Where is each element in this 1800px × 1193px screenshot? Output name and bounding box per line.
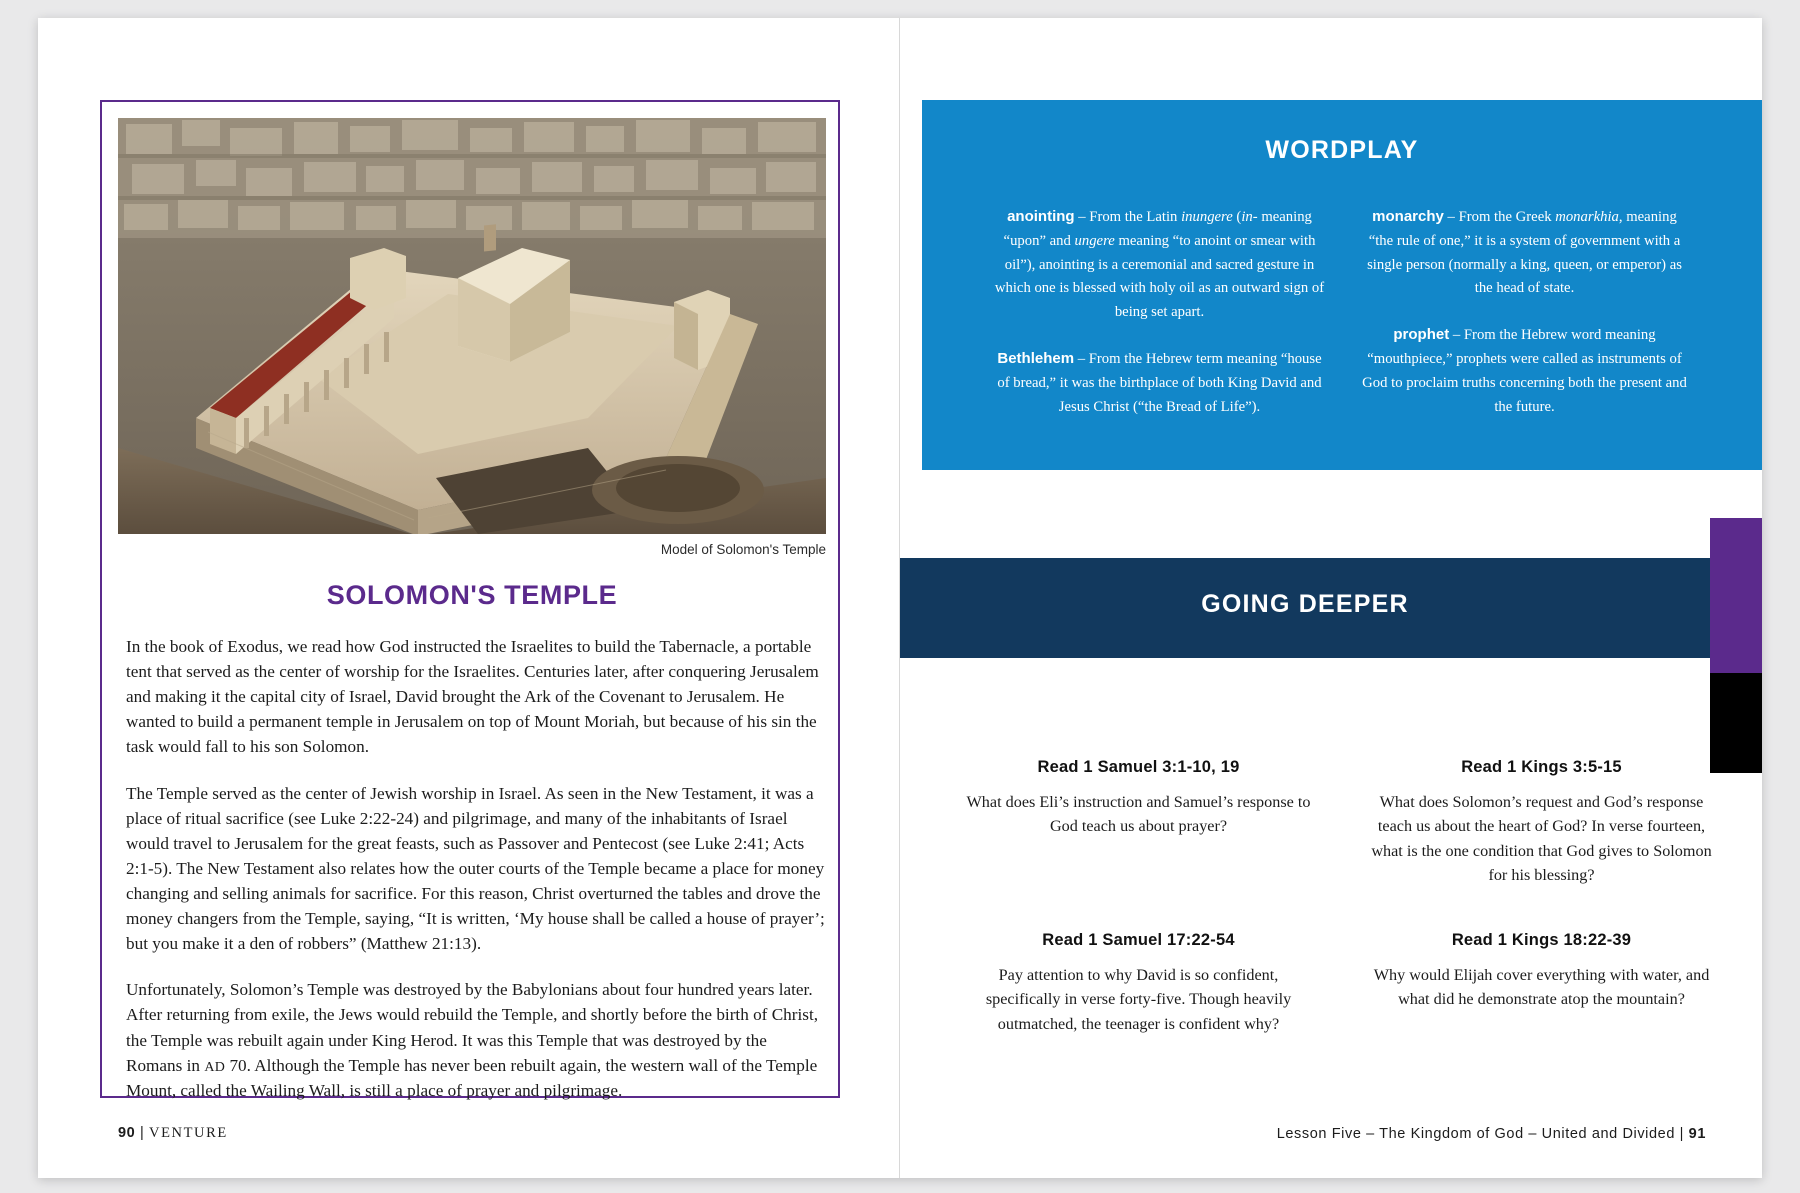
going-deeper-heading: GOING DEEPER xyxy=(1201,590,1409,618)
book-spread xyxy=(38,18,1762,1178)
article-body xyxy=(126,634,826,1124)
definition-post: , meaning “the rule of one,” it is a system of government with a single person (normally a king, queen, or emperor) as the head of state. xyxy=(1367,209,1682,297)
left-page xyxy=(38,18,900,1178)
question-body: What does Eli’s instruction and Samuel’s response to God teach us about prayer? xyxy=(966,793,1311,836)
definition-pre: From the Greek xyxy=(1458,209,1556,225)
paragraph-3-part2: 70. Although the Temple has never been rebuilt again, the western wall of the Temple Mount, called the Wailing Wall, is still a place of prayer and pilgrimage. xyxy=(126,1055,818,1101)
dash: – xyxy=(1449,327,1464,344)
solomons-temple-photo xyxy=(118,118,826,534)
question-heading: Read 1 Kings 3:5-15 xyxy=(1461,758,1622,776)
dash: – xyxy=(1443,209,1459,225)
wordplay-right-column xyxy=(1359,205,1690,442)
footer-left xyxy=(118,1125,228,1142)
dash: – xyxy=(1074,351,1089,368)
definition-post: meaning “to anoint or smear with oil”), anointing is a ceremonial and sacred gesture in which one is blessed with holy oil as an outward sign of being set apart. xyxy=(994,232,1325,321)
definition-mid2: meaning “upon” and xyxy=(1003,209,1312,249)
question-heading: Read 1 Samuel 3:1-10, 19 xyxy=(1037,758,1240,776)
question-heading: Read 1 Samuel 17:22-54 xyxy=(1042,931,1235,950)
latin-inungere: inungere xyxy=(1181,209,1233,225)
folio-separator: | xyxy=(1679,1126,1685,1142)
footer-right xyxy=(1277,1126,1706,1142)
paragraph-3 xyxy=(126,977,826,1103)
folio-page-number: 90 xyxy=(118,1125,136,1141)
definition-text: From the Hebrew term meaning “house of bread,” it was the birthplace of both King David and Jesus Christ (“the Bread of Life”). xyxy=(997,351,1322,415)
greek-monarkhia: monarkhia xyxy=(1555,209,1619,225)
wordplay-entry-monarchy xyxy=(1359,205,1690,301)
folio-lesson-title: Lesson Five – The Kingdom of God – United and Divided xyxy=(1276,1126,1675,1142)
definition-mid1: ( xyxy=(1232,209,1242,225)
question-body: Why would Elijah cover everything with water, and what did he demonstrate atop the mountain? xyxy=(1373,966,1710,1009)
question-item xyxy=(1363,758,1720,887)
ad-smallcaps: AD xyxy=(204,1059,226,1075)
wordplay-left-column xyxy=(994,205,1325,442)
wordplay-panel xyxy=(922,100,1762,470)
paragraph-3-part1: Unfortunately, Solomon’s Temple was destroyed by the Babylonians about four hundred years later. After returning from exile, the Jews would rebuild the Temple, and shortly before the birth of Christ, the Temple was rebuilt again under King Herod. It was this Temple that was destroyed by the Romans in xyxy=(126,980,819,1075)
question-item xyxy=(960,931,1317,1036)
wordplay-entry-bethlehem xyxy=(994,347,1325,419)
paragraph-1: In the book of Exodus, we read how God instructed the Israelites to build the Tabernacle, a portable tent that served as the center of worship for the Israelites. Centuries later, after conquering Jerusalem and making it the capital city of Israel, David brought the Ark of the Covenant to Jerusalem. He wanted to build a permanent temple in Jerusalem on top of Mount Moriah, but because of his sin the task would fall to his son Solomon. xyxy=(126,637,819,757)
paragraph-2: The Temple served as the center of Jewish worship in Israel. As seen in the New Testament, it was a place of ritual sacrifice (see Luke 2:22-24) and pilgrimage, and many of the inhabitants of Israel would travel to Jerusalem for the great feasts, such as Passover and Pentecost (see Luke 2:41; Acts 2:1-5). The New Testament also relates how the outer courts of the Temple became a place for money changing and selling animals for sacrifice. For this reason, Christ overturned the tables and drove the money changers from the Temple, saying, “It is written, ‘My house shall be called a house of prayer’; but you make it a den of robbers” (Matthew 21:13). xyxy=(126,783,825,954)
latin-in-prefix: in- xyxy=(1241,209,1258,225)
folio-separator: | xyxy=(139,1125,145,1141)
term-bethlehem: Bethlehem xyxy=(997,350,1075,368)
term-prophet: prophet xyxy=(1393,326,1450,344)
photo-caption: Model of Solomon's Temple xyxy=(660,542,826,557)
wordplay-heading: WORDPLAY xyxy=(1265,136,1419,164)
right-page xyxy=(900,18,1762,1178)
folio-page-number: 91 xyxy=(1688,1126,1706,1142)
edge-accent-purple xyxy=(1710,518,1762,673)
question-item xyxy=(1363,931,1720,1036)
folio-book-title: VENTURE xyxy=(149,1125,228,1141)
wordplay-entry-anointing xyxy=(994,205,1325,325)
question-body: What does Solomon’s request and God’s response teach us about the heart of God? In verse fourteen, what is the one condition that God gives to Solomon for his blessing? xyxy=(1371,793,1712,884)
going-deeper-questions xyxy=(960,758,1720,1036)
latin-ungere: ungere xyxy=(1074,232,1115,249)
temple-article-frame xyxy=(100,100,840,1101)
term-anointing: anointing xyxy=(1007,208,1075,225)
term-monarchy: monarchy xyxy=(1372,208,1444,225)
temple-model-illustration xyxy=(118,118,826,534)
wordplay-columns xyxy=(922,165,1762,442)
definition-text: From the Hebrew word meaning “mouthpiece,” prophets were called as instruments of God to proclaim truths concerning both the present and the future. xyxy=(1362,327,1687,415)
question-body: Pay attention to why David is so confident, specifically in verse forty-five. Though heavily outmatched, the teenager is confident why? xyxy=(985,966,1292,1033)
definition-pre: From the Latin xyxy=(1089,209,1182,225)
wordplay-entry-prophet xyxy=(1359,323,1690,419)
question-heading: Read 1 Kings 18:22-39 xyxy=(1451,931,1632,950)
page-title: SOLOMON'S TEMPLE xyxy=(326,580,618,610)
question-item xyxy=(960,758,1317,887)
dash: – xyxy=(1074,209,1090,225)
